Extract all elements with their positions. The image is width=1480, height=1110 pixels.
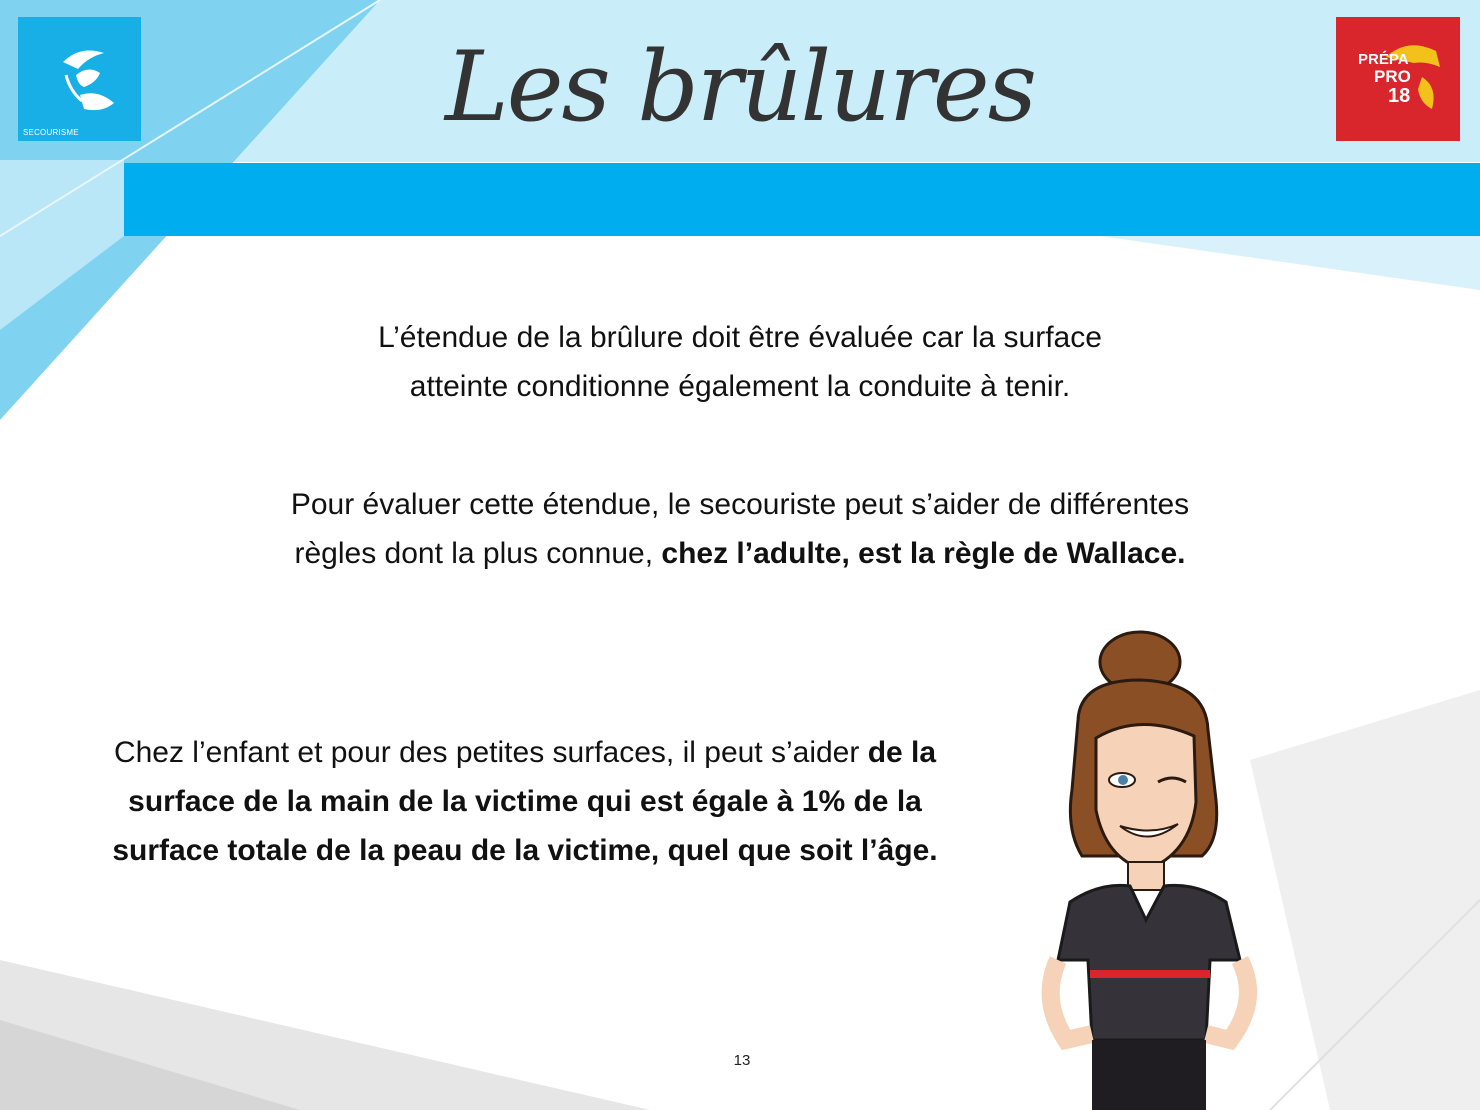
paragraph-hand-line1: [70, 728, 980, 777]
paragraph-extent: [330, 313, 1150, 411]
paragraph-wallace-line1: Pour évaluer cette étendue, le secouriste peut s’aider de différentes: [290, 488, 1190, 521]
paragraph-hand-line2: [70, 777, 980, 826]
bg-right-wedge: [1100, 236, 1480, 290]
paragraph-wallace-line2-plain: règles dont la plus connue,: [294, 537, 662, 570]
secourisme-logo: [18, 17, 141, 141]
paragraph-extent-line1: L’étendue de la brûlure doit être évaluée car la surface: [378, 321, 1102, 354]
winking-rescuer-avatar: [1030, 630, 1270, 1110]
rescuer-icon: [18, 17, 141, 141]
paragraph-wallace-line2-bold: chez l’adulte, est la règle de Wallace.: [661, 537, 1186, 570]
avatar-shirt-stripe: [1090, 970, 1210, 978]
avatar-left-arm: [1051, 960, 1092, 1040]
avatar-trousers: [1092, 1040, 1206, 1110]
avatar-shirt: [1058, 885, 1240, 1040]
logo-text-18: 18: [1388, 85, 1411, 107]
paragraph-hand-line1-plain: Chez l’enfant et pour des petites surfaces, il peut s’aider: [113, 736, 868, 769]
paragraph-wallace-line2: [240, 529, 1240, 578]
paragraph-wallace-rule: [240, 480, 1240, 578]
page-number: 13: [733, 1052, 751, 1069]
logo-text-prepa: PRÉPA: [1358, 51, 1409, 68]
logo-text-pro: PRO: [1374, 67, 1411, 86]
prepa-pro-18-logo: [1336, 17, 1460, 141]
paragraph-extent-line2: atteinte conditionne également la conduite à tenir.: [409, 370, 1071, 403]
avatar-neck: [1128, 862, 1164, 890]
header-band: [124, 163, 1480, 236]
secourisme-logo-label: SECOURISME: [23, 128, 79, 137]
paragraph-hand-line1-bold: de la: [867, 736, 937, 769]
bg-bottom-right-wedge: [1250, 690, 1480, 1110]
paragraph-hand-line3-bold: surface totale de la peau de la victime, quel que soit l’âge.: [112, 834, 938, 867]
avatar-left-iris: [1118, 775, 1128, 785]
paragraph-hand-line3: [70, 826, 980, 875]
slide-title: Les brûlures: [444, 31, 1035, 143]
avatar-right-arm: [1206, 960, 1248, 1040]
paragraph-hand-line2-bold: surface de la main de la victime qui est égale à 1% de la: [128, 785, 922, 818]
paragraph-hand-rule: [70, 728, 980, 875]
